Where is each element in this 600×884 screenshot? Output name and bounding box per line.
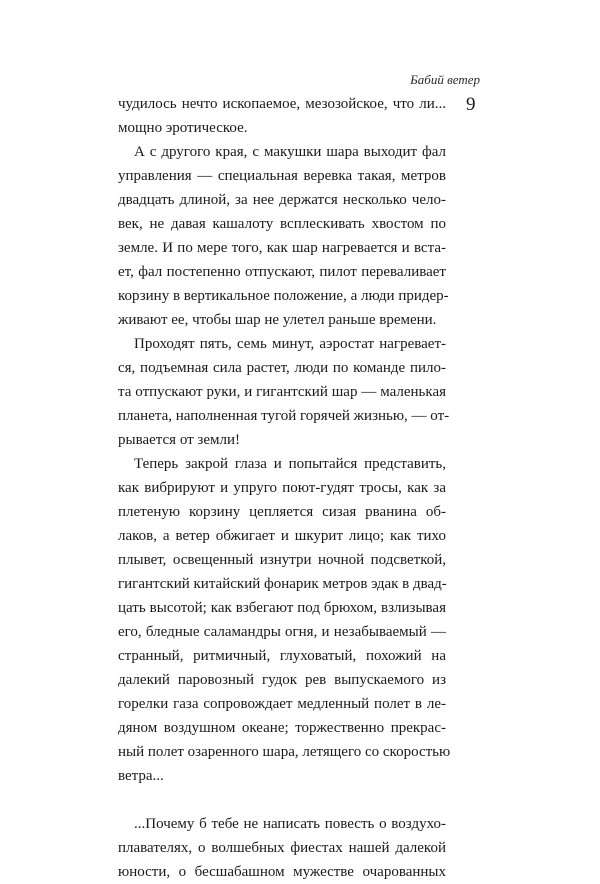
text-line: гигантский китайский фонарик метров эдак в двад- (118, 576, 447, 592)
section-break (118, 788, 446, 812)
text-line: планета, наполненная тугой горячей жизнью, — от- (118, 408, 450, 424)
text-line: горелки газа сопровождает медленный полет в ле- (118, 696, 446, 712)
text-line: ветра... (118, 768, 164, 784)
paragraph-first-line: ...Почему б тебе не написать повесть о воздухо- (134, 816, 446, 832)
text-line: плывет, освещенный изнутри ночной подсветкой, (118, 552, 446, 568)
paragraph-first-line: А с другого края, с макушки шара выходит фал (134, 144, 446, 160)
text-line: странный, ритмичный, глуховатый, похожий на (118, 648, 446, 664)
text-line: ет, фал постепенно отпускают, пилот переваливает (118, 264, 446, 280)
text-line: как вибрируют и упруго поют-гудят тросы, как за (118, 480, 446, 496)
body-text (118, 92, 451, 884)
text-line: двадцать длиной, за нее держатся несколько чело- (118, 192, 446, 208)
text-line: дяном воздушном океане; торжественно прекрас- (118, 720, 446, 736)
text-line: цать высотой; как взбегают под брюхом, взлизывая (118, 600, 446, 616)
running-title: Бабий ветер (410, 72, 480, 87)
text-line: плавателях, о волшебных фиестах нашей далекой (118, 840, 446, 856)
paragraph-first-line: Проходят пять, семь минут, аэростат нагревает- (134, 336, 446, 352)
text-line: лаков, а ветер обжигает и шкурит лицо; как тихо (118, 528, 446, 544)
page-number: 9 (466, 94, 476, 115)
paragraph-first-line: Теперь закрой глаза и попытайся представить, (134, 456, 446, 472)
text-line: ный полет озаренного шара, летящего со скоростью (118, 744, 451, 760)
text-line: мощно эротическое. (118, 120, 248, 136)
text-line: плетеную корзину цепляется сизая рванина об- (118, 504, 446, 520)
text-line: век, не давая кашалоту всплескивать хвостом по (118, 216, 446, 232)
text-line: ся, подъемная сила растет, люди по команде пило- (118, 360, 446, 376)
text-line: далекий паровозный гудок рев выпускаемого из (118, 672, 446, 688)
text-line: корзину в вертикальное положение, а люди придер- (118, 288, 449, 304)
text-line: земле. И по мере того, как шар нагревается и вста- (118, 240, 446, 256)
text-line: его, бледные саламандры огня, и незабываемый — (118, 624, 446, 640)
text-line: чудилось нечто ископаемое, мезозойское, что ли... (118, 96, 446, 112)
text-line: живают ее, чтобы шар не улетел раньше времени. (118, 312, 437, 328)
text-line: та отпускают руки, и гигантский шар — маленькая (118, 384, 446, 400)
text-line: рывается от земли! (118, 432, 241, 448)
text-line: управления — специальная веревка такая, метров (118, 168, 446, 184)
text-line: юности, о бесшабашном мужестве очарованных (118, 864, 446, 880)
